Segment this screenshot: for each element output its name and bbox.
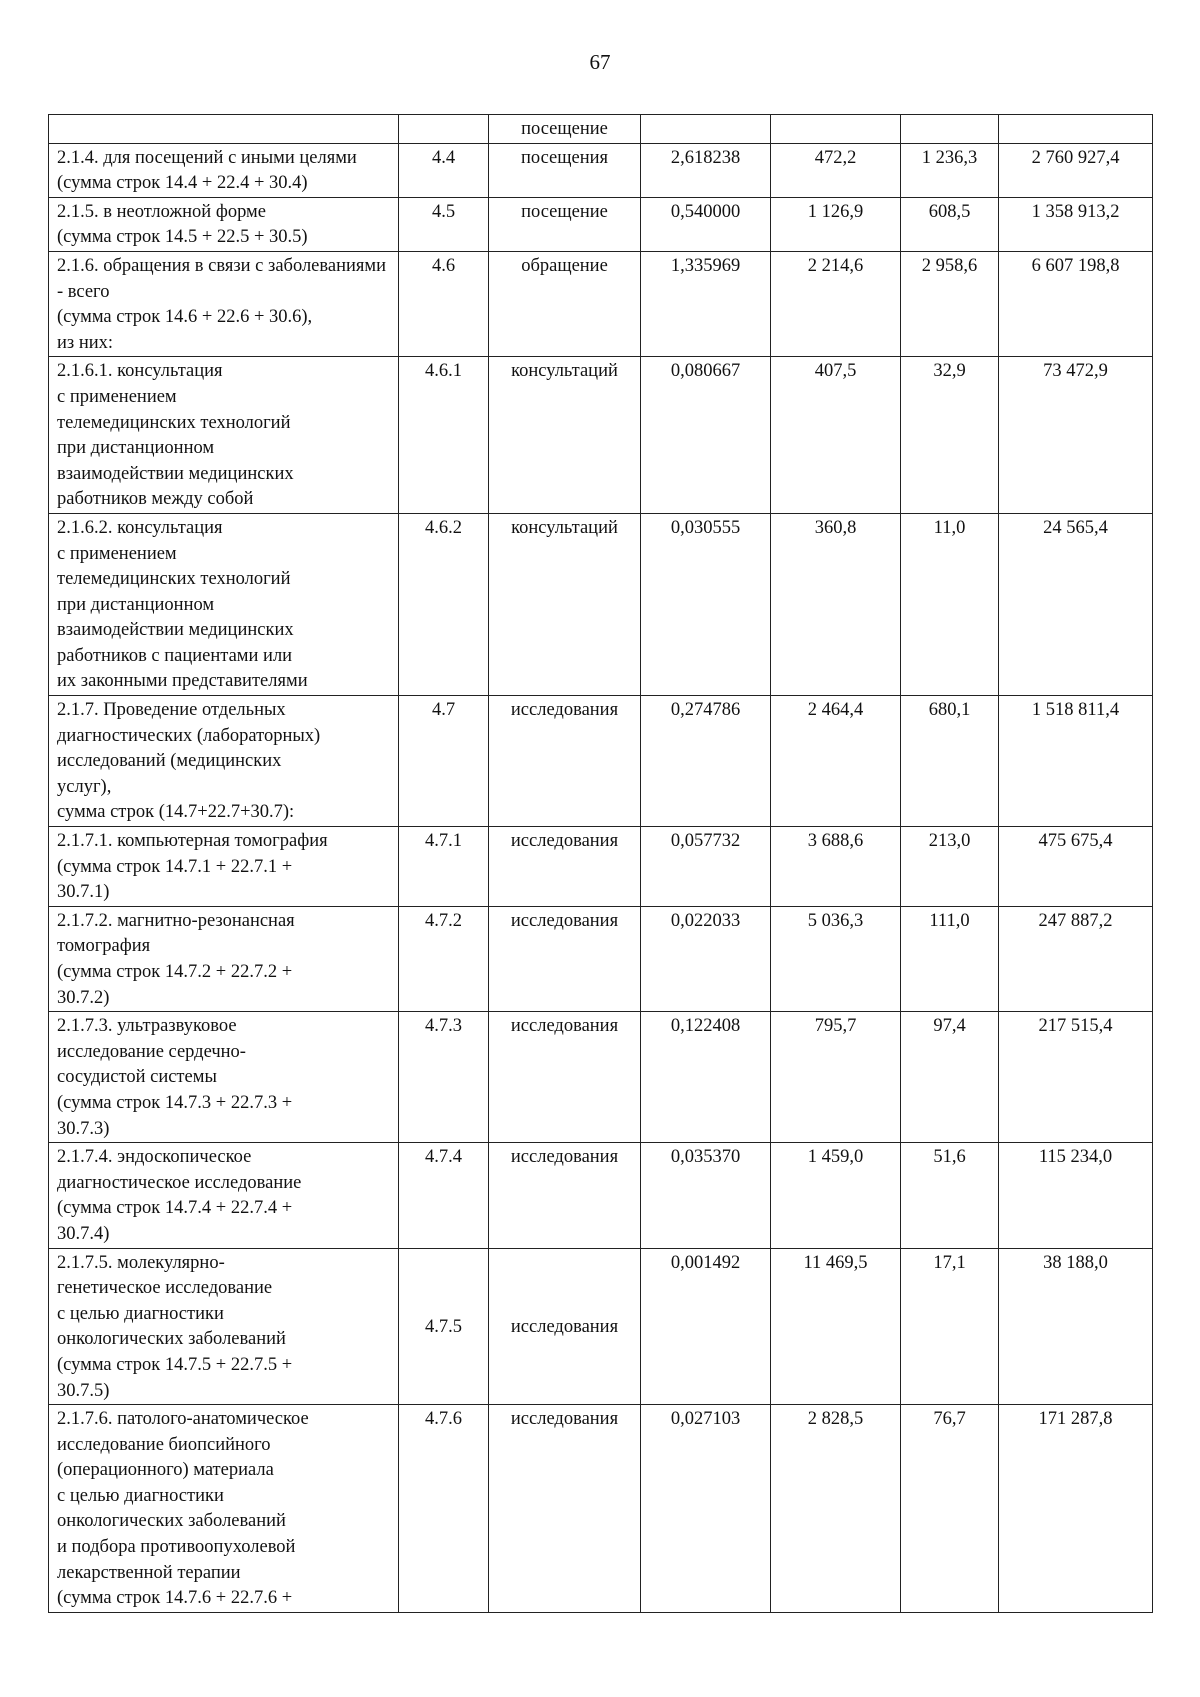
table-body: [49, 115, 1153, 1613]
cell-norm: 0,080667: [641, 357, 771, 514]
table-row-continuation: [49, 115, 1153, 144]
table-row: [49, 1248, 1153, 1405]
cell-per-capita: 213,0: [901, 827, 999, 907]
cell-per-capita: 17,1: [901, 1248, 999, 1405]
cell-name: 2.1.4. для посещений с иными целями (сумма строк 14.4 + 22.4 + 30.4): [49, 143, 399, 197]
table-row: [49, 1012, 1153, 1143]
cell-name: 2.1.6. обращения в связи с заболеваниями - всего (сумма строк 14.6 + 22.6 + 30.6), из них:: [49, 251, 399, 356]
cell-total: 217 515,4: [999, 1012, 1153, 1143]
cell-total: 38 188,0: [999, 1248, 1153, 1405]
table-row: [49, 513, 1153, 695]
cell-cost: 2 214,6: [771, 251, 901, 356]
cell-code: 4.7.1: [399, 827, 489, 907]
cell-unit: исследования: [489, 1012, 641, 1143]
cell-unit: исследования: [489, 1405, 641, 1613]
cell-norm: 2,618238: [641, 143, 771, 197]
cell-name: 2.1.5. в неотложной форме (сумма строк 14.5 + 22.5 + 30.5): [49, 197, 399, 251]
cell-code: 4.7.6: [399, 1405, 489, 1613]
cell-unit: обращение: [489, 251, 641, 356]
cell-cost: 11 469,5: [771, 1248, 901, 1405]
cell-per-capita: 76,7: [901, 1405, 999, 1613]
cell-name: 2.1.7.4. эндоскопическое диагностическое исследование (сумма строк 14.7.4 + 22.7.4 + 30.7.4): [49, 1143, 399, 1248]
cell-per-capita: [901, 115, 999, 144]
table-row: [49, 143, 1153, 197]
page-number: 67: [589, 50, 611, 74]
cell-total: 247 887,2: [999, 906, 1153, 1011]
table-row: [49, 1405, 1153, 1613]
cell-per-capita: 680,1: [901, 696, 999, 827]
cell-code: 4.7: [399, 696, 489, 827]
cell-cost: 360,8: [771, 513, 901, 695]
cell-cost: [771, 115, 901, 144]
cell-total: 6 607 198,8: [999, 251, 1153, 356]
cell-norm: 0,035370: [641, 1143, 771, 1248]
cell-norm: 1,335969: [641, 251, 771, 356]
cell-unit: посещение: [489, 115, 641, 144]
cell-per-capita: 1 236,3: [901, 143, 999, 197]
cell-per-capita: 51,6: [901, 1143, 999, 1248]
cell-total: 115 234,0: [999, 1143, 1153, 1248]
cell-cost: 2 464,4: [771, 696, 901, 827]
cell-code: 4.7.2: [399, 906, 489, 1011]
cell-code: [399, 115, 489, 144]
cell-code: 4.5: [399, 197, 489, 251]
cell-cost: 1 459,0: [771, 1143, 901, 1248]
cell-unit: консультаций: [489, 357, 641, 514]
cell-unit: посещение: [489, 197, 641, 251]
cell-per-capita: 97,4: [901, 1012, 999, 1143]
cell-norm: 0,030555: [641, 513, 771, 695]
cell-code: 4.6: [399, 251, 489, 356]
cell-cost: 795,7: [771, 1012, 901, 1143]
cell-name: 2.1.7.3. ультразвуковое исследование сердечно- сосудистой системы (сумма строк 14.7.3 + 22.7.3 + 30.7.3): [49, 1012, 399, 1143]
cell-per-capita: 32,9: [901, 357, 999, 514]
cell-norm: 0,540000: [641, 197, 771, 251]
cell-per-capita: 11,0: [901, 513, 999, 695]
cell-per-capita: 111,0: [901, 906, 999, 1011]
cell-name: 2.1.7.1. компьютерная томография (сумма строк 14.7.1 + 22.7.1 + 30.7.1): [49, 827, 399, 907]
cell-per-capita: 608,5: [901, 197, 999, 251]
cell-name: 2.1.7.5. молекулярно- генетическое исследование с целью диагностики онкологических заболеваний (сумма строк 14.7.5 + 22.7.5 + 30.7.5): [49, 1248, 399, 1405]
cell-norm: 0,001492: [641, 1248, 771, 1405]
table-row: [49, 197, 1153, 251]
cell-name: 2.1.7.2. магнитно-резонансная томография (сумма строк 14.7.2 + 22.7.2 + 30.7.2): [49, 906, 399, 1011]
cell-norm: 0,022033: [641, 906, 771, 1011]
table-row: [49, 696, 1153, 827]
cell-cost: 1 126,9: [771, 197, 901, 251]
cell-total: [999, 115, 1153, 144]
cell-norm: [641, 115, 771, 144]
cell-name: [49, 115, 399, 144]
cell-code: 4.7.5: [399, 1248, 489, 1405]
cell-per-capita: 2 958,6: [901, 251, 999, 356]
table-row: [49, 357, 1153, 514]
cell-code: 4.7.4: [399, 1143, 489, 1248]
table-row: [49, 251, 1153, 356]
cell-unit: исследования: [489, 696, 641, 827]
cell-code: 4.7.3: [399, 1012, 489, 1143]
cell-cost: 3 688,6: [771, 827, 901, 907]
cell-unit: исследования: [489, 1248, 641, 1405]
cell-unit: исследования: [489, 1143, 641, 1248]
cell-norm: 0,274786: [641, 696, 771, 827]
cell-norm: 0,122408: [641, 1012, 771, 1143]
cell-code: 4.4: [399, 143, 489, 197]
cell-total: 1 518 811,4: [999, 696, 1153, 827]
cell-cost: 2 828,5: [771, 1405, 901, 1613]
cell-unit: исследования: [489, 827, 641, 907]
cell-name: 2.1.6.1. консультация с применением телемедицинских технологий при дистанционном взаимодействии медицинских работников между собой: [49, 357, 399, 514]
table-row: [49, 906, 1153, 1011]
cell-total: 2 760 927,4: [999, 143, 1153, 197]
cell-unit: посещения: [489, 143, 641, 197]
table-row: [49, 1143, 1153, 1248]
cell-unit: консультаций: [489, 513, 641, 695]
cell-code: 4.6.2: [399, 513, 489, 695]
cell-unit: исследования: [489, 906, 641, 1011]
cell-cost: 407,5: [771, 357, 901, 514]
cell-total: 24 565,4: [999, 513, 1153, 695]
cell-cost: 472,2: [771, 143, 901, 197]
data-table: [48, 114, 1153, 1613]
cell-name: 2.1.7. Проведение отдельных диагностических (лабораторных) исследований (медицинских услуг), сумма строк (14.7+22.7+30.7):: [49, 696, 399, 827]
cell-total: 475 675,4: [999, 827, 1153, 907]
cell-norm: 0,057732: [641, 827, 771, 907]
cell-code: 4.6.1: [399, 357, 489, 514]
cell-name: 2.1.7.6. патолого-анатомическое исследование биопсийного (операционного) материала с целью диагностики онкологических заболеваний и подбора противоопухолевой лекарственной терапии (сумма строк 14.7.6 + 22.7.6 +: [49, 1405, 399, 1613]
cell-norm: 0,027103: [641, 1405, 771, 1613]
cell-name: 2.1.6.2. консультация с применением телемедицинских технологий при дистанционном взаимодействии медицинских работников с пациентами или их законными представителями: [49, 513, 399, 695]
cell-total: 73 472,9: [999, 357, 1153, 514]
cell-total: 1 358 913,2: [999, 197, 1153, 251]
cell-cost: 5 036,3: [771, 906, 901, 1011]
table-row: [49, 827, 1153, 907]
cell-total: 171 287,8: [999, 1405, 1153, 1613]
